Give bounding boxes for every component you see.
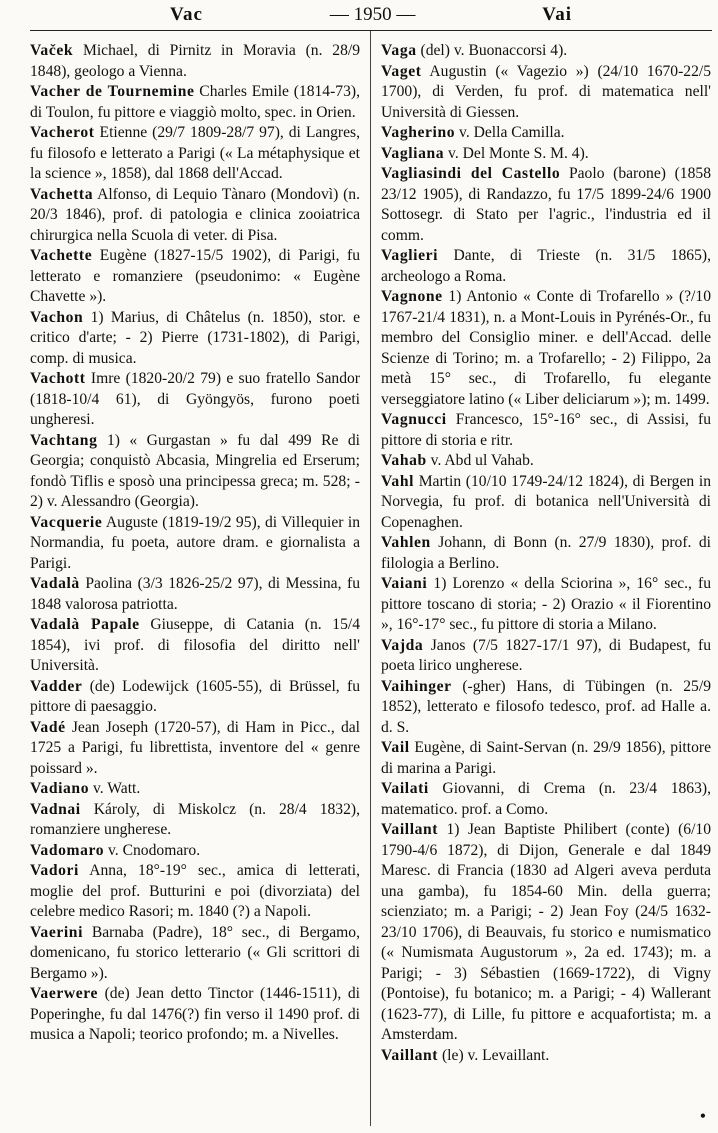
dictionary-entry (30, 615, 360, 677)
entry-headword: Vail (381, 739, 410, 756)
entry-headword: Vadnai (30, 800, 81, 818)
entry-text: Francesco, 15°-16° sec., di Assisi, fu pittore di storia e ritr. (381, 411, 711, 449)
entry-headword: Vaiani (381, 575, 428, 592)
entry-headword: Vadalà Papale (30, 616, 140, 633)
dictionary-entry (30, 431, 360, 513)
entry-headword: Vaillant (381, 1046, 439, 1064)
entry-headword: Vagnone (381, 288, 443, 305)
dictionary-entry (381, 636, 711, 677)
entry-text: 1) Lorenzo « della Sciorina », 16° sec., fu pittore toscano di storia; - 2) Orazio « il Fiorentino », 16°-17° sec., fu pittore di storia a Milano. (381, 575, 711, 633)
dictionary-entry (30, 718, 360, 780)
dictionary-entry (381, 164, 711, 246)
entry-text: (le) v. Levaillant. (438, 1046, 550, 1064)
dictionary-entry (381, 41, 711, 62)
entry-text: Etienne (29/7 1809-28/7 97), di Langres, fu filosofo e letterato a Parigi (« La métaphysique et la science », 1858), dal 1868 dell'Accad. (30, 124, 360, 182)
entry-headword: Vachetta (30, 185, 94, 203)
header-right-guide-word: Vai (542, 4, 572, 25)
page-number: — 1950 — (329, 4, 416, 25)
dictionary-entry (381, 451, 711, 472)
entry-headword: Vahlen (381, 534, 431, 551)
entry-headword: Vacquerie (30, 513, 103, 531)
entry-headword: Vagnucci (381, 411, 447, 428)
entry-text: v. Della Camilla. (455, 124, 565, 141)
dictionary-entry (381, 472, 711, 534)
dictionary-entry (30, 984, 360, 1046)
entry-text: Barnaba (Padre), 18° sec., di Bergamo, domenicano, fu storico letterario (« Gli scrittori di Bergamo »). (30, 923, 360, 982)
entry-text: Giuseppe, di Catania (n. 15/4 1854), ivi prof. di filosofia del diritto nell' Università. (30, 616, 361, 674)
dictionary-entry (381, 820, 711, 1046)
entry-text: Charles Emile (1814-73), di Toulon, fu pittore e viaggiò molto, spec. in Orien. (30, 83, 360, 121)
dictionary-entry (381, 779, 711, 820)
dictionary-entry (30, 841, 360, 862)
two-column-body (30, 41, 712, 1066)
entry-headword: Vagherino (381, 124, 456, 141)
dictionary-entry (381, 410, 711, 451)
entry-text: (del) v. Buonaccorsi 4). (416, 42, 568, 59)
entry-headword: Vachette (30, 247, 93, 264)
entry-text: Dante, di Trieste (n. 31/5 1865), archeologo a Roma. (381, 247, 711, 285)
dictionary-entry (30, 308, 360, 370)
dictionary-entry (30, 779, 360, 800)
entry-headword: Vaerini (30, 923, 84, 941)
dictionary-entry (381, 574, 711, 636)
dictionary-entry (30, 82, 360, 123)
entry-text: Imre (1820-20/2 79) e suo fratello Sandor (1818-10/4 61), di Gyöngyös, furono poeti ungheresi. (30, 370, 360, 428)
dictionary-entry (381, 677, 711, 739)
entry-text: v. Abd ul Vahab. (426, 452, 534, 469)
dictionary-entry (30, 369, 360, 431)
entry-text: Augustin (« Vagezio ») (24/10 1670-22/5 1700), di Verden, fu prof. di matematica nell' Università di Giessen. (381, 62, 711, 121)
entry-headword: Vaglieri (381, 247, 439, 264)
dictionary-entry (381, 738, 711, 779)
left-column (30, 41, 360, 1066)
entry-text: Károly, di Miskolcz (n. 28/4 1832), romanziere ungherese. (30, 800, 360, 838)
entry-headword: Vaerwere (30, 985, 99, 1002)
entry-text: Johann, di Bonn (n. 27/9 1830), prof. di filologia a Berlino. (381, 534, 711, 572)
dictionary-entry (381, 533, 711, 574)
entry-headword: Vadalà (30, 575, 80, 592)
entry-text: Janos (7/5 1827-17/1 97), di Budapest, fu poeta lirico ungherese. (381, 636, 711, 674)
entry-text: Paolina (3/3 1826-25/2 97), di Messina, fu 1848 valorosa patriotta. (30, 575, 360, 613)
entry-text: 1) Antonio « Conte di Trofarello » (?/10 1767-21/4 1831), n. a Mont-Louis in Pyrénés-Or., fu membro del Consiglio miner. e dell'Accad. delle Scienze di Torino; m. a Trofarello; - 2) Filippo, 2a metà 15° sec., di Trofarello, fu elegante verseggiatore latino (« Liber deliciarum »); m. 1499. (381, 288, 711, 408)
dictionary-entry (381, 1046, 711, 1067)
dictionary-entry (30, 185, 360, 247)
entry-text: (de) Lodewijck (1605-55), di Brüssel, fu pittore di paesaggio. (30, 677, 360, 715)
entry-headword: Vachtang (30, 431, 98, 449)
dictionary-entry (381, 246, 711, 287)
dictionary-entry (381, 144, 711, 165)
dictionary-entry (381, 287, 711, 410)
entry-headword: Vachott (30, 370, 86, 387)
entry-headword: Vailati (381, 780, 429, 797)
entry-headword: Vaihinger (381, 677, 452, 695)
entry-text: (-gher) Hans, di Tübingen (n. 25/9 1852), letterato e filosofo tedesco, prof. ad Halle a. d. S. (381, 677, 711, 736)
entry-text: Paolo (barone) (1858 23/12 1905), di Randazzo, fu 17/5 1899-24/6 1900 Sottosegr. di Stato per l'agric., l'industria ed il comm. (381, 165, 711, 244)
entry-text: Michael, di Pirnitz in Moravia (n. 28/9 1848), geologo a Vienna. (30, 42, 360, 80)
entry-headword: Vaček (30, 42, 74, 59)
dictionary-entry (381, 62, 711, 124)
entry-headword: Vadori (30, 862, 79, 879)
entry-headword: Vajda (381, 636, 424, 654)
column-divider (370, 31, 371, 1126)
entry-headword: Vagliasindi del Castello (381, 165, 561, 182)
entry-headword: Vahl (381, 472, 415, 490)
dictionary-entry (30, 513, 360, 575)
entry-headword: Vadder (30, 677, 83, 695)
entry-headword: Vadomaro (30, 841, 105, 859)
right-column (381, 41, 711, 1066)
entry-text: Martin (10/10 1749-24/12 1824), di Bergen in Norvegia, fu prof. di botanica nell'Università di Copenaghen. (381, 472, 711, 531)
entry-text: 1) Marius, di Châtelus (n. 1850), stor. e critico d'arte; - 2) Pierre (1731-1802), di Parigi, comp. di musica. (30, 308, 360, 367)
entry-text: v. Cnodomaro. (104, 841, 201, 859)
entry-headword: Vachon (30, 308, 84, 326)
entry-text: 1) Jean Baptiste Philibert (conte) (6/10 1790-4/6 1872), di Dijon, Generale e dal 1849 Maresc. di Francia (1830 ad Algeri aveva perduta una gamba), fu 1854-60 Min. della guerra; scienziato; m. a Parigi; - 2) Jean Foy (24/5 1632-23/10 1706), di Beauvais, fu storico e numismatico (« Numismata Augustorum », 2a ed. 1743); m. a Parigi; - 3) Sébastien (1669-1722), di Vigny (Pontoise), fu botanico; m. a Parigi; - 4) Wallerant (1623-77), di Lille, fu pittore e acquafortista; m. a Amsterdam. (381, 821, 711, 1043)
entry-text: Auguste (1819-19/2 95), di Villequier in Normandia, fu poeta, autore dram. e giornalista a Parigi. (30, 513, 360, 572)
entry-headword: Vaget (381, 62, 422, 80)
entry-text: 1) « Gurgastan » fu dal 499 Re di Georgia; conquistò Abcasia, Mingrelia ed Erserum; fondò Tiflis e sposò una principessa greca; m. 528; - 2) v. Alessandro (Georgia). (30, 431, 360, 510)
entry-text: Giovanni, di Crema (n. 23/4 1863), matematico. prof. a Como. (381, 780, 711, 818)
entry-headword: Vahab (381, 452, 427, 469)
entry-headword: Vaillant (381, 821, 439, 838)
entry-headword: Vagliana (381, 144, 445, 162)
dictionary-entry (30, 246, 360, 308)
dictionary-entry (30, 677, 360, 718)
entry-text: Anna, 18°-19° sec., amica di letterati, moglie del prof. Butturini e poi (divorziata) del celebre medico Rasori; m. 1840 (?) a Napoli. (30, 862, 360, 920)
entry-headword: Vacherot (30, 124, 95, 141)
entry-headword: Vacher de Tournemine (30, 83, 195, 100)
page-header (30, 4, 712, 31)
entry-text: (de) Jean detto Tinctor (1446-1511), di Poperinghe, fu dal 1476(?) fin verso il 1490 prof. di musica a Napoli; teorico profondo; m. a Nivelles. (30, 985, 360, 1043)
entry-text: Eugène, di Saint-Servan (n. 29/9 1856), pittore di marina a Parigi. (381, 739, 711, 777)
corner-mark: • (699, 1106, 706, 1126)
dictionary-entry (381, 123, 711, 144)
dictionary-entry (30, 41, 360, 82)
dictionary-entry (30, 861, 360, 923)
entry-headword: Vadé (30, 718, 66, 736)
dictionary-entry (30, 923, 360, 985)
entry-headword: Vadiano (30, 780, 90, 797)
dictionary-entry (30, 123, 360, 185)
entry-headword: Vaga (381, 42, 417, 59)
header-left-guide-word: Vac (170, 4, 203, 25)
entry-text: v. Watt. (89, 780, 141, 797)
entry-text: v. Del Monte S. M. 4). (444, 144, 589, 162)
dictionary-entry (30, 574, 360, 615)
dictionary-entry (30, 800, 360, 841)
entry-text: Eugène (1827-15/5 1902), di Parigi, fu letterato e romanziere (pseudonimo: « Eugène Chavette »). (30, 247, 360, 305)
entry-text: Alfonso, di Lequio Tànaro (Mondovì) (n. 20/3 1846), prof. di patologia e clinica zooiatrica chirurgica nella Scuola di veter. di Pisa. (30, 185, 360, 244)
entry-text: Jean Joseph (1720-57), di Ham in Picc., dal 1725 a Parigi, fu librettista, inventore del « genre poissard ». (30, 718, 360, 777)
